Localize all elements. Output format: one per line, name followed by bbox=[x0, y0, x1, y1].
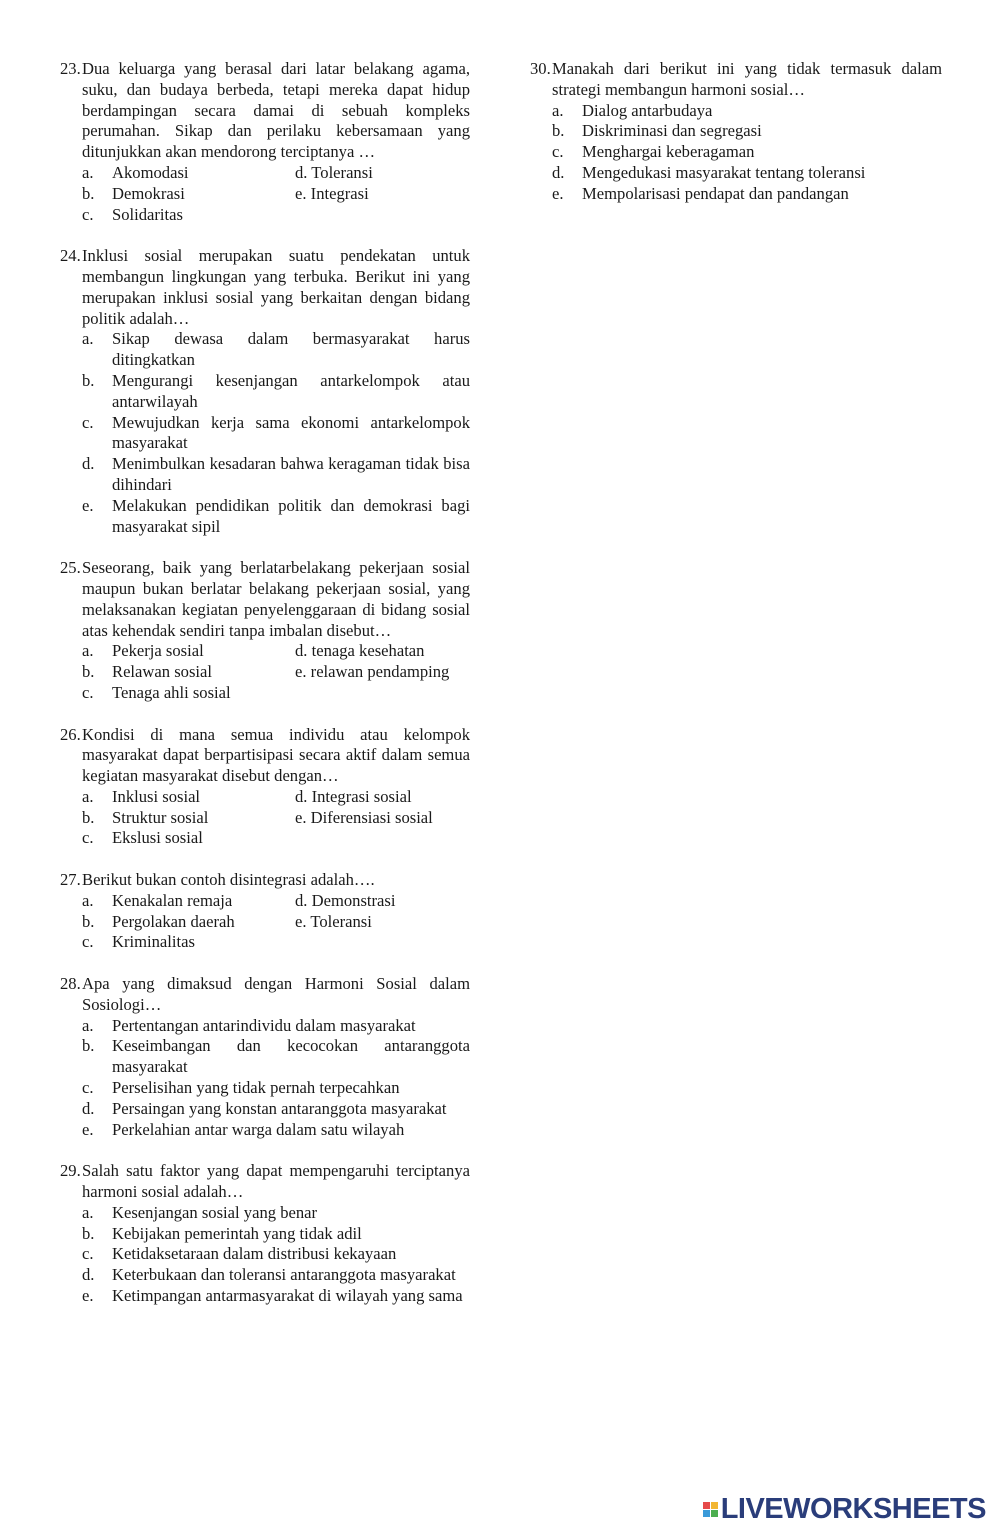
option-text: Kesenjangan sosial yang benar bbox=[112, 1202, 318, 1222]
option-letter: c. bbox=[82, 932, 94, 952]
option-text: Kebijakan pemerintah yang tidak adil bbox=[112, 1223, 362, 1243]
option-text: Inklusi sosial bbox=[112, 786, 201, 806]
answer-option: e. relawan pendamping bbox=[295, 662, 450, 682]
option-text: Dialog antarbudaya bbox=[582, 100, 713, 120]
answer-option bbox=[82, 828, 295, 849]
question-text: Manakah dari berikut ini yang tidak termasuk dalam strategi membangun harmoni sosial… bbox=[552, 59, 942, 99]
option-text: Diskriminasi dan segregasi bbox=[582, 121, 762, 141]
option-letter: e. bbox=[82, 495, 94, 515]
option-text: Persaingan yang konstan antaranggota masyarakat bbox=[112, 1098, 447, 1118]
answer-option bbox=[60, 1203, 470, 1224]
answer-option bbox=[82, 662, 295, 683]
option-text: Pekerja sosial bbox=[112, 641, 204, 661]
option-letter: b. bbox=[82, 807, 95, 827]
answer-option bbox=[60, 413, 470, 455]
answer-option bbox=[60, 1099, 470, 1120]
answer-option bbox=[82, 912, 295, 933]
answer-option: e. Diferensiasi sosial bbox=[295, 807, 433, 827]
option-letter: e. bbox=[552, 183, 564, 203]
option-letter: d. bbox=[82, 454, 95, 474]
option-text: Ketidaksetaraan dalam distribusi kekayaan bbox=[112, 1244, 397, 1264]
answer-option bbox=[530, 142, 942, 163]
answer-option bbox=[60, 1036, 470, 1078]
option-letter: a. bbox=[82, 1015, 94, 1035]
option-text: Demokrasi bbox=[112, 183, 185, 203]
option-letter: b. bbox=[82, 370, 95, 390]
question-text: Dua keluarga yang berasal dari latar belakang agama, suku, dan budaya berbeda, tetapi mereka dapat hidup berdampingan secara damai di sebuah kompleks perumahan. Sikap dan perilaku kebersamaan yang ditunjukkan akan mendorong terciptanya … bbox=[82, 59, 470, 162]
option-letter: c. bbox=[82, 204, 94, 224]
option-letter: b. bbox=[82, 1223, 95, 1243]
option-text: Mewujudkan kerja sama ekonomi antarkelompok masyarakat bbox=[112, 412, 470, 453]
option-letter: c. bbox=[82, 828, 94, 848]
option-letter: c. bbox=[82, 682, 94, 702]
option-text: Melakukan pendidikan politik dan demokrasi bagi masyarakat sipil bbox=[112, 495, 470, 536]
question-stem bbox=[60, 725, 470, 787]
option-letter: b. bbox=[552, 121, 565, 141]
option-letter: a. bbox=[82, 786, 94, 806]
option-letter: b. bbox=[82, 1036, 95, 1056]
option-text: Perselisihan yang tidak pernah terpecahkan bbox=[112, 1078, 400, 1098]
answer-option bbox=[530, 163, 942, 184]
option-text: Keseimbangan dan kecocokan antaranggota masyarakat bbox=[112, 1036, 470, 1077]
option-text: Pergolakan daerah bbox=[112, 911, 235, 931]
option-text: Mengedukasi masyarakat tentang toleransi bbox=[582, 162, 866, 182]
question-stem bbox=[60, 246, 470, 329]
answer-options bbox=[60, 787, 470, 849]
option-letter: b. bbox=[82, 662, 95, 682]
answer-option bbox=[82, 891, 295, 912]
answer-option bbox=[82, 683, 295, 704]
answer-option bbox=[60, 1244, 470, 1265]
logo-square bbox=[703, 1502, 710, 1509]
option-text: Pertentangan antarindividu dalam masyarakat bbox=[112, 1015, 416, 1035]
question-text: Inklusi sosial merupakan suatu pendekatan untuk membangun lingkungan yang terbuka. Berikut ini yang merupakan inklusi sosial yang berkaitan dengan bidang politik adalah… bbox=[82, 246, 470, 328]
answer-option: d. tenaga kesehatan bbox=[295, 641, 425, 661]
option-letter: c. bbox=[82, 1244, 94, 1264]
option-letter: a. bbox=[82, 162, 94, 182]
answer-option bbox=[60, 371, 470, 413]
answer-option: e. Integrasi bbox=[295, 183, 369, 203]
option-text: Struktur sosial bbox=[112, 807, 209, 827]
option-text: Tenaga ahli sosial bbox=[112, 682, 231, 702]
option-letter: a. bbox=[82, 329, 94, 349]
question-number: 24. bbox=[60, 246, 81, 266]
option-text: Kriminalitas bbox=[112, 932, 195, 952]
option-letter: d. bbox=[82, 1265, 95, 1285]
question-stem bbox=[60, 870, 470, 891]
logo-text: LIVEWORKSHEETS bbox=[720, 1492, 986, 1525]
answer-option bbox=[530, 121, 942, 142]
answer-option bbox=[60, 1224, 470, 1245]
question-stem bbox=[60, 558, 470, 641]
answer-option: e. Toleransi bbox=[295, 911, 372, 931]
question-number: 30. bbox=[530, 59, 551, 78]
logo-square bbox=[703, 1510, 710, 1517]
question-text: Seseorang, baik yang berlatarbelakang pekerjaan sosial maupun bukan berlatar belakang pekerjaan sosial, yang melaksanakan kegiatan penyelenggaraan di bidang sosial atas kehendak sendiri tanpa imbalan disebut… bbox=[82, 558, 470, 640]
answer-option bbox=[82, 808, 295, 829]
option-text: Relawan sosial bbox=[112, 662, 213, 682]
answer-options bbox=[60, 891, 470, 953]
question-block bbox=[60, 1161, 470, 1307]
option-letter: d. bbox=[552, 162, 565, 182]
answer-option bbox=[60, 496, 470, 538]
answer-option bbox=[530, 101, 942, 122]
question-stem bbox=[530, 59, 942, 101]
question-number: 29. bbox=[60, 1161, 81, 1181]
question-stem bbox=[60, 974, 470, 1016]
question-block bbox=[60, 870, 470, 953]
option-text: Mengurangi kesenjangan antarkelompok atau antarwilayah bbox=[112, 370, 470, 411]
question-text: Apa yang dimaksud dengan Harmoni Sosial dalam Sosiologi… bbox=[82, 974, 470, 1014]
answer-option bbox=[60, 1286, 470, 1307]
option-letter: a. bbox=[82, 1202, 94, 1222]
option-letter: e. bbox=[82, 1119, 94, 1139]
answer-option bbox=[60, 1120, 470, 1141]
option-letter: c. bbox=[82, 1078, 94, 1098]
option-text: Menghargai keberagaman bbox=[582, 142, 755, 162]
option-text: Menimbulkan kesadaran bahwa keragaman tidak bisa dihindari bbox=[112, 454, 470, 494]
answer-option: d. Integrasi sosial bbox=[295, 786, 412, 806]
option-letter: b. bbox=[82, 183, 95, 203]
option-text: Akomodasi bbox=[112, 162, 189, 182]
answer-option: d. Demonstrasi bbox=[295, 890, 396, 910]
answer-option bbox=[82, 184, 295, 205]
option-text: Solidaritas bbox=[112, 204, 183, 224]
option-letter: b. bbox=[82, 911, 95, 931]
option-text: Perkelahian antar warga dalam satu wilayah bbox=[112, 1119, 405, 1139]
question-stem bbox=[60, 1161, 470, 1203]
question-text: Berikut bukan contoh disintegrasi adalah…. bbox=[82, 870, 375, 890]
option-text: Mempolarisasi pendapat dan pandangan bbox=[582, 183, 849, 203]
option-letter: c. bbox=[552, 142, 564, 162]
question-block bbox=[60, 59, 470, 225]
answer-option bbox=[60, 1265, 470, 1286]
option-text: Ketimpangan antarmasyarakat di wilayah yang sama bbox=[112, 1286, 463, 1306]
answer-option bbox=[530, 184, 942, 205]
answer-option bbox=[60, 329, 470, 371]
answer-option: d. Toleransi bbox=[295, 162, 373, 182]
answer-option bbox=[82, 932, 295, 953]
option-letter: e. bbox=[82, 1286, 94, 1306]
question-number: 25. bbox=[60, 558, 81, 578]
logo-square bbox=[711, 1510, 718, 1517]
answer-option bbox=[60, 454, 470, 496]
answer-option bbox=[82, 787, 295, 808]
answer-option bbox=[82, 641, 295, 662]
logo-grid-icon bbox=[703, 1502, 718, 1517]
question-block bbox=[530, 59, 942, 205]
answer-options bbox=[60, 163, 470, 225]
answer-option bbox=[82, 163, 295, 184]
option-text: Sikap dewasa dalam bermasyarakat harus ditingkatkan bbox=[112, 329, 470, 370]
question-number: 28. bbox=[60, 974, 81, 994]
liveworksheets-logo bbox=[703, 1492, 986, 1526]
answer-option bbox=[82, 205, 295, 226]
answer-option bbox=[60, 1078, 470, 1099]
option-text: Keterbukaan dan toleransi antaranggota masyarakat bbox=[112, 1265, 456, 1285]
question-block bbox=[60, 246, 470, 537]
option-letter: a. bbox=[82, 890, 94, 910]
question-number: 23. bbox=[60, 59, 81, 78]
left-column bbox=[60, 59, 470, 1328]
answer-option bbox=[60, 1016, 470, 1037]
question-stem bbox=[60, 59, 470, 163]
question-text: Kondisi di mana semua individu atau kelompok masyarakat dapat berpartisipasi secara aktif dalam semua kegiatan masyarakat disebut dengan… bbox=[82, 724, 470, 786]
question-block bbox=[60, 558, 470, 704]
question-text: Salah satu faktor yang dapat mempengaruhi terciptanya harmoni sosial adalah… bbox=[82, 1161, 470, 1202]
option-text: Kenakalan remaja bbox=[112, 890, 233, 910]
question-number: 27. bbox=[60, 870, 81, 890]
option-letter: c. bbox=[82, 412, 94, 432]
answer-options bbox=[60, 641, 470, 703]
logo-square bbox=[711, 1502, 718, 1509]
question-block bbox=[60, 974, 470, 1140]
option-letter: d. bbox=[82, 1098, 95, 1118]
right-column bbox=[530, 59, 942, 225]
option-letter: a. bbox=[552, 100, 564, 120]
option-text: Ekslusi sosial bbox=[112, 828, 203, 848]
option-letter: a. bbox=[82, 641, 94, 661]
question-number: 26. bbox=[60, 724, 81, 744]
question-block bbox=[60, 725, 470, 850]
